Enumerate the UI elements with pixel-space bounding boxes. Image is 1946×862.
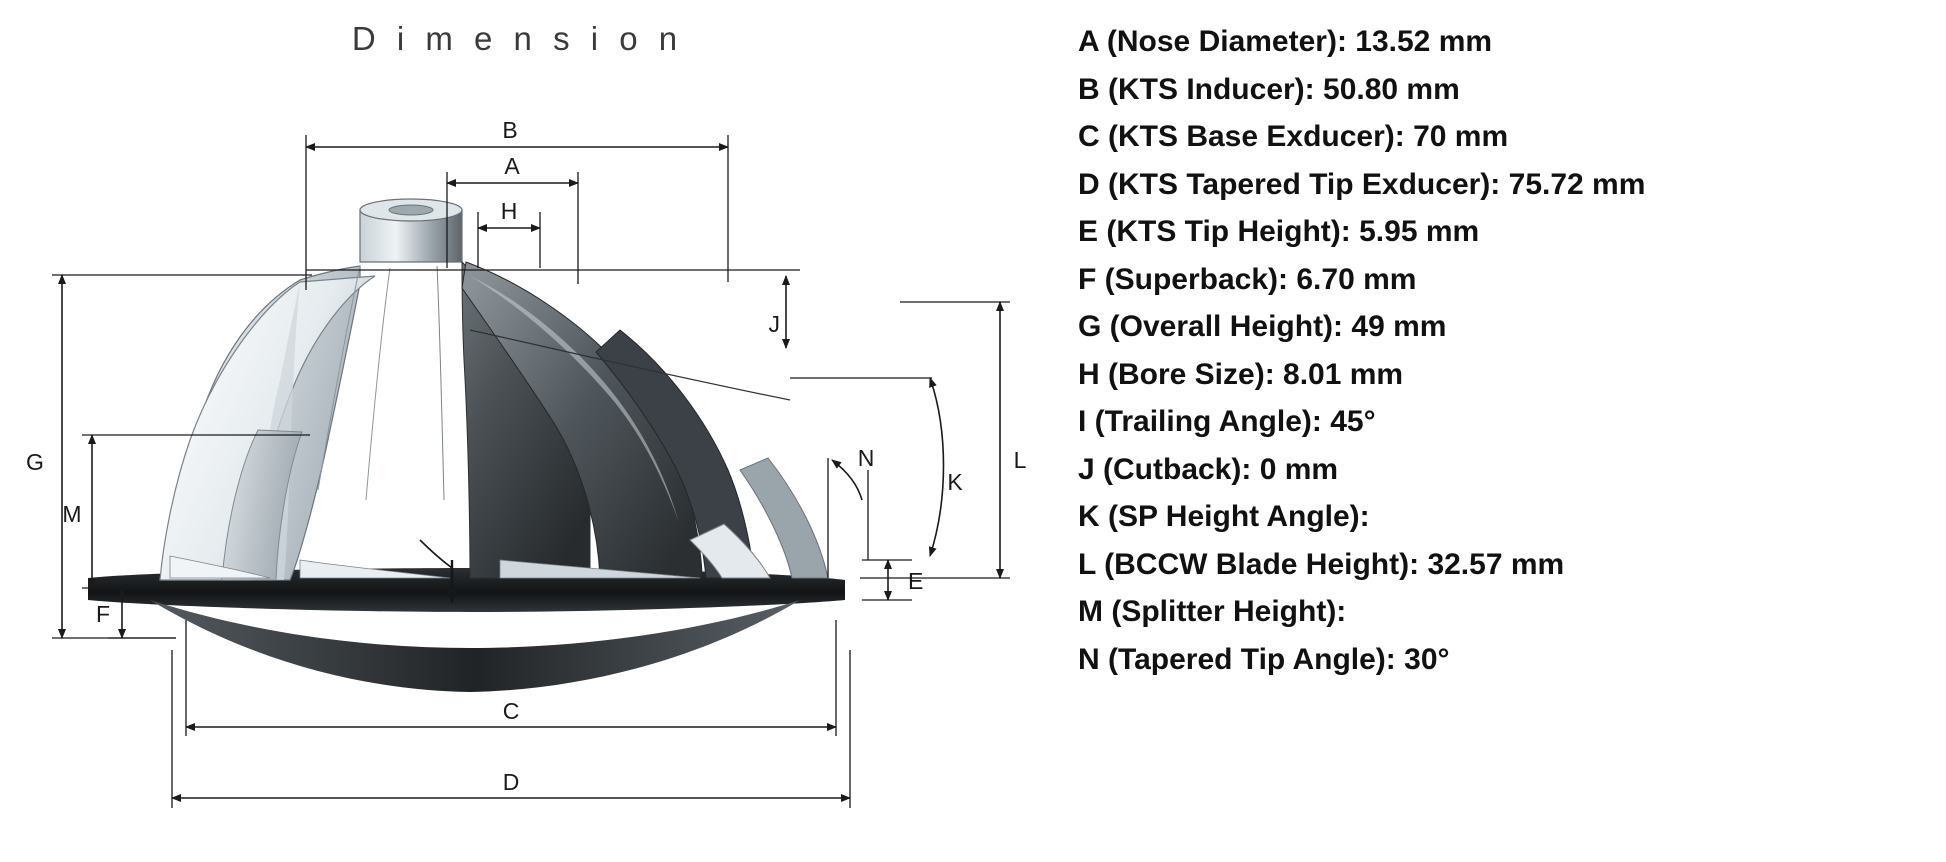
spec-value: 45° (1330, 405, 1376, 438)
impeller-illustration (88, 199, 845, 692)
spec-value: 75.72 mm (1508, 167, 1646, 201)
spec-value: 30° (1404, 642, 1450, 676)
dim-label-N: N (857, 445, 875, 471)
spec-row (1078, 493, 1946, 541)
dim-label-F: F (95, 601, 111, 627)
diagram-title: D i m e n s i o n (351, 20, 684, 57)
spec-row (1078, 208, 1946, 256)
dim-label-C: C (502, 698, 520, 724)
spec-key: B (KTS Inducer): (1078, 72, 1315, 106)
spec-value: 32.57 mm (1427, 547, 1565, 581)
spec-row (1078, 398, 1946, 446)
dim-label-G: G (26, 449, 44, 475)
spec-row (1078, 588, 1946, 636)
spec-row (1078, 351, 1946, 399)
spec-key: C (KTS Base Exducer): (1078, 120, 1405, 153)
spec-key: A (Nose Diameter): (1078, 25, 1347, 58)
dim-label-B: B (502, 117, 518, 143)
spec-value: 70 mm (1413, 120, 1509, 153)
spec-key: D (KTS Tapered Tip Exducer): (1078, 167, 1501, 201)
spec-row (1078, 161, 1946, 209)
spec-key: G (Overall Height): (1078, 310, 1344, 343)
dim-label-A: A (504, 153, 520, 179)
spec-key: M (Splitter Height): (1078, 595, 1347, 628)
spec-key: E (KTS Tip Height): (1078, 215, 1351, 248)
spec-row (1078, 541, 1946, 589)
spec-value: 50.80 mm (1323, 72, 1460, 106)
spec-key: F (Superback): (1078, 262, 1289, 296)
spec-key: K (SP Height Angle): (1078, 500, 1370, 533)
spec-value: 0 mm (1259, 452, 1339, 486)
spec-value: 49 mm (1351, 310, 1447, 343)
spec-row (1078, 303, 1946, 351)
dim-label-M: M (62, 501, 82, 527)
spec-key: I (Trailing Angle): (1078, 405, 1322, 438)
spec-row (1078, 636, 1946, 684)
spec-row (1078, 446, 1946, 494)
spec-key: L (BCCW Blade Height): (1078, 547, 1420, 581)
spec-key: J (Cutback): (1078, 452, 1252, 486)
dim-label-K: K (947, 469, 963, 495)
spec-value: 8.01 mm (1283, 357, 1404, 391)
dim-label-D: D (502, 769, 520, 795)
dim-label-L: L (1013, 447, 1027, 473)
spec-key: H (Bore Size): (1078, 357, 1275, 391)
spec-row (1078, 113, 1946, 161)
spec-key: N (Tapered Tip Angle): (1078, 642, 1396, 676)
specifications-list (1060, 0, 1946, 862)
spec-value: 13.52 mm (1355, 25, 1493, 58)
spec-row (1078, 66, 1946, 114)
spec-row (1078, 18, 1946, 66)
spec-row (1078, 256, 1946, 304)
dim-label-H: H (500, 198, 518, 224)
dim-label-E: E (908, 568, 924, 594)
spec-value: 5.95 mm (1359, 215, 1480, 248)
spec-value: 6.70 mm (1296, 262, 1417, 296)
dim-label-J: J (768, 311, 780, 337)
